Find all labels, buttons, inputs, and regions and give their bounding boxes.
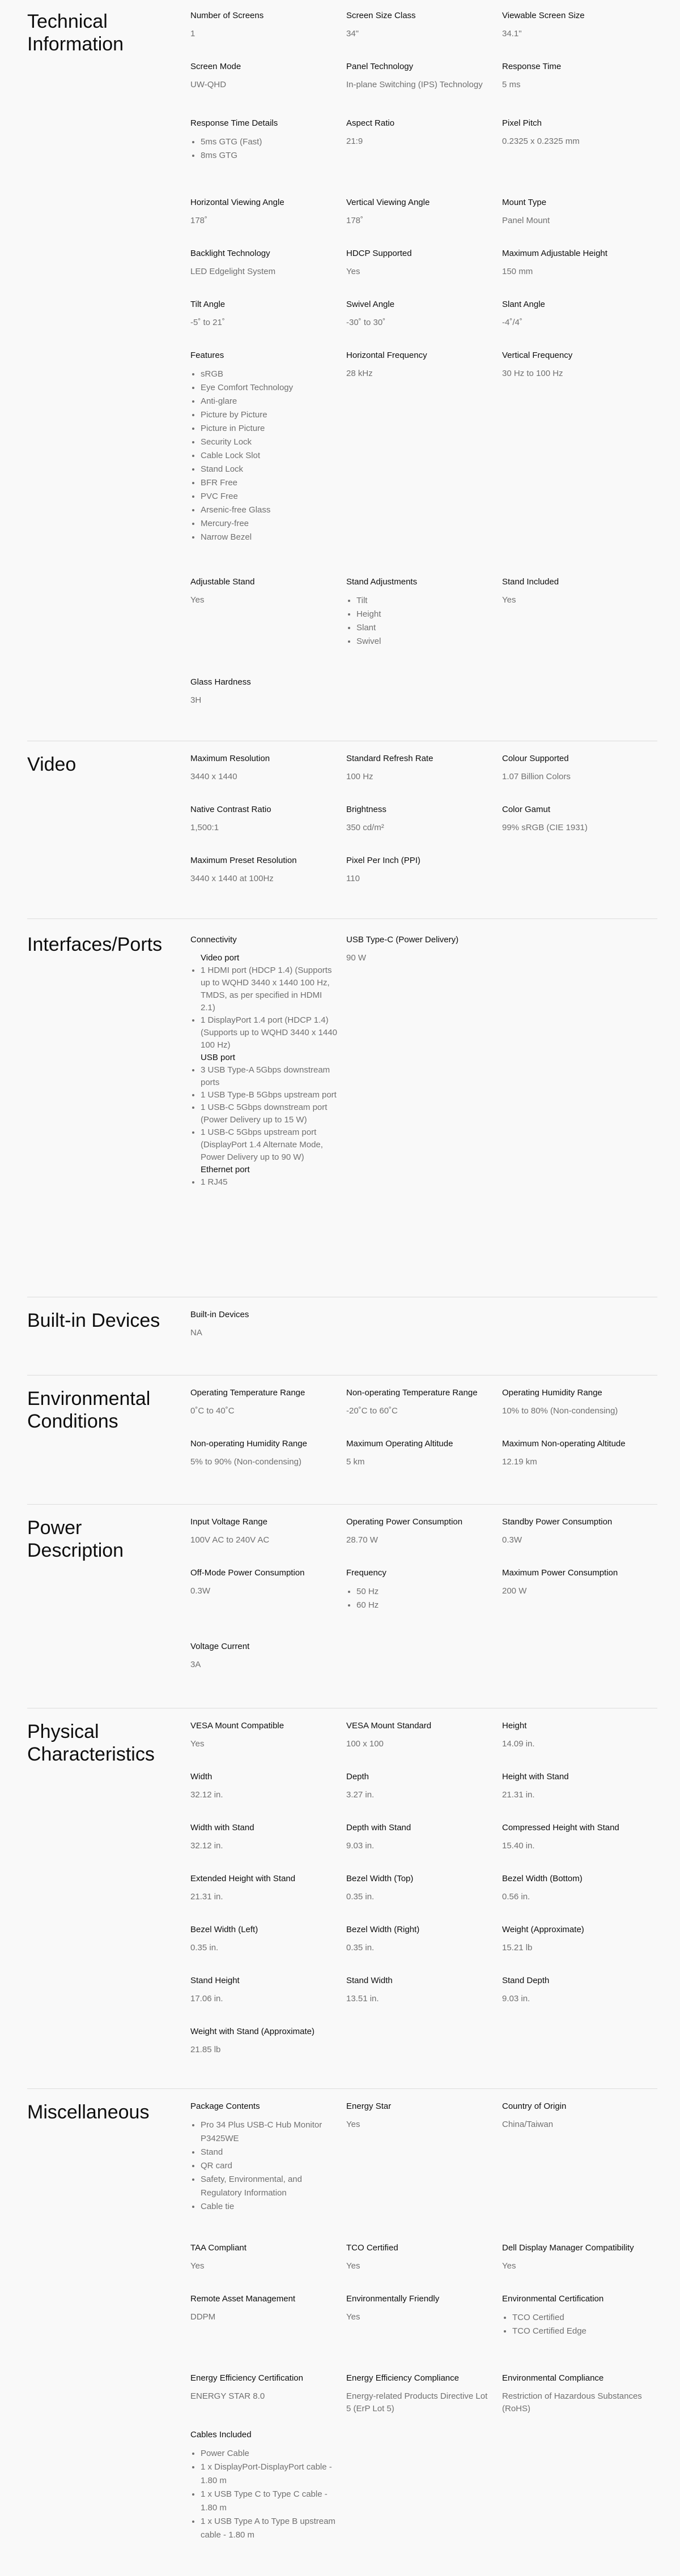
spec-stand-included [502, 576, 649, 606]
spec-label: Width [190, 1772, 212, 1782]
spec-value: 3H [190, 695, 202, 705]
spec-value: 14.09 in. [502, 1739, 535, 1749]
spec-bezel-width-right [346, 1924, 494, 1954]
spec-label: Viewable Screen Size [502, 11, 585, 20]
spec-value: -4˚/4˚ [502, 318, 522, 327]
spec-brightness [346, 804, 494, 834]
spec-label: Swivel Angle [346, 300, 395, 309]
spec-bezel-width-left [190, 1924, 338, 1954]
list-item: • Narrow Bezel [201, 531, 338, 544]
list-item: • Height [356, 608, 494, 621]
spec-value: In-plane Switching (IPS) Technology [346, 80, 483, 89]
spec-value: 34" [346, 29, 359, 39]
spec-value: 3A [190, 1660, 201, 1669]
section-title: Physical Characteristics [27, 1721, 155, 1765]
spec-label: Operating Power Consumption [346, 1517, 463, 1527]
spec-label: Stand Depth [502, 1976, 550, 1985]
spec-taa-compliant [190, 2242, 338, 2272]
spec-connectivity [190, 934, 338, 1189]
spec-mount-type [502, 197, 649, 227]
list-item: • 1 USB-C 5Gbps upstream port (DisplayPort 1.4 Alternate Mode, Power Delivery up to 90 W) [201, 1126, 338, 1164]
spec-stand-height [190, 1975, 338, 2005]
spec-stand-adjustments [346, 576, 494, 648]
list-item: • TCO Certified Edge [512, 2325, 649, 2338]
spec-value: 30 Hz to 100 Hz [502, 369, 563, 378]
spec-label: Screen Mode [190, 62, 241, 71]
spec-stand-width [346, 1975, 494, 2005]
spec-maximum-operating-altitude [346, 1438, 494, 1468]
spec-label: Bezel Width (Left) [190, 1925, 258, 1934]
spec-label: TAA Compliant [190, 2243, 246, 2253]
spec-value: Yes [190, 1739, 205, 1749]
spec-height-with-stand [502, 1771, 649, 1801]
spec-value: 3440 x 1440 [190, 772, 237, 781]
spec-label: Non-operating Temperature Range [346, 1388, 478, 1398]
spec-dell-display-manager-compatibility [502, 2242, 649, 2272]
list-item: • 1 x USB Type A to Type B upstream cable - 1.80 m [201, 2515, 338, 2542]
spec-bezel-width-bottom [502, 1873, 649, 1903]
spec-label: Extended Height with Stand [190, 1874, 296, 1883]
spec-label: Height with Stand [502, 1772, 569, 1782]
spec-value: 3.27 in. [346, 1790, 375, 1800]
section-title: Interfaces/Ports [27, 934, 163, 955]
spec-value: 12.19 km [502, 1457, 537, 1467]
spec-value: 0.56 in. [502, 1892, 530, 1902]
spec-label: Environmental Certification [502, 2294, 604, 2304]
spec-label: Maximum Preset Resolution [190, 856, 297, 865]
spec-vertical-frequency [502, 350, 649, 380]
spec-number-of-screens [190, 10, 338, 40]
spec-vertical-viewing-angle [346, 197, 494, 227]
spec-label: Response Time Details [190, 118, 278, 128]
spec-label: Energy Star [346, 2101, 392, 2111]
spec-value: Yes [190, 595, 205, 605]
spec-label: Height [502, 1721, 527, 1731]
list-item: • Eye Comfort Technology [201, 381, 338, 395]
video-port-list [190, 964, 338, 1052]
spec-value: 5% to 90% (Non-condensing) [190, 1457, 301, 1467]
spec-value: 90 W [346, 953, 367, 963]
spec-label: Bezel Width (Bottom) [502, 1874, 583, 1883]
list-item: • Picture by Picture [201, 408, 338, 422]
list-item: • PVC Free [201, 490, 338, 503]
spec-value: 350 cd/m² [346, 823, 384, 832]
section-title: Video [27, 754, 76, 775]
spec-native-contrast-ratio [190, 804, 338, 834]
spec-glass-hardness [190, 677, 338, 707]
spec-value-list [502, 2311, 649, 2338]
list-item: • BFR Free [201, 476, 338, 490]
list-item: • Mercury-free [201, 517, 338, 531]
spec-value: 15.21 lb [502, 1943, 533, 1953]
spec-value: 28.70 W [346, 1535, 378, 1545]
ethernet-port-heading: Ethernet port [201, 1165, 250, 1174]
spec-value: -5˚ to 21˚ [190, 318, 225, 327]
spec-value: 178˚ [346, 216, 364, 225]
spec-label: Environmentally Friendly [346, 2294, 440, 2304]
spec-maximum-power-consumption [502, 1567, 649, 1597]
spec-built-in-devices [190, 1309, 338, 1339]
spec-value-list [190, 2447, 338, 2542]
spec-label: Maximum Non-operating Altitude [502, 1439, 626, 1449]
spec-label: Maximum Adjustable Height [502, 249, 607, 258]
spec-label: Brightness [346, 805, 386, 814]
spec-operating-power-consumption [346, 1516, 494, 1547]
usb-port-heading: USB port [201, 1053, 235, 1062]
spec-value: 21.31 in. [502, 1790, 535, 1800]
spec-value: 5 km [346, 1457, 365, 1467]
spec-color-gamut [502, 804, 649, 834]
list-item: • TCO Certified [512, 2311, 649, 2325]
spec-value-list [346, 1585, 494, 1612]
spec-pixel-per-inch-ppi [346, 855, 494, 885]
list-item: • Arsenic-free Glass [201, 503, 338, 517]
spec-value: LED Edgelight System [190, 267, 276, 276]
list-item: • Slant [356, 621, 494, 635]
list-item: • 1 USB-C 5Gbps downstream port (Power Delivery up to 15 W) [201, 1101, 338, 1126]
spec-value: 13.51 in. [346, 1994, 379, 2003]
spec-label: Glass Hardness [190, 677, 251, 687]
spec-usb-type-c-power-delivery [346, 934, 494, 964]
spec-label: Color Gamut [502, 805, 551, 814]
list-item: • Picture in Picture [201, 422, 338, 435]
spec-label: Width with Stand [190, 1823, 254, 1832]
spec-value: Panel Mount [502, 216, 550, 225]
spec-label: Tilt Angle [190, 300, 226, 309]
spec-vesa-mount-standard [346, 1720, 494, 1750]
list-item: • 1 RJ45 [201, 1176, 338, 1189]
spec-width-with-stand [190, 1822, 338, 1852]
section-title: Technical Information [27, 11, 124, 55]
spec-label: Remote Asset Management [190, 2294, 296, 2304]
spec-value: Energy-related Products Directive Lot 5 (ErP Lot 5) [346, 2391, 488, 2413]
spec-label: Operating Temperature Range [190, 1388, 305, 1398]
list-item: • 3 USB Type-A 5Gbps downstream ports [201, 1064, 338, 1089]
spec-response-time-details [190, 118, 338, 163]
list-item: • 1 DisplayPort 1.4 port (HDCP 1.4) (Supports up to WQHD 3440 x 1440 100 Hz) [201, 1014, 338, 1052]
spec-value: ENERGY STAR 8.0 [190, 2391, 265, 2401]
spec-value-list [190, 2118, 338, 2214]
spec-value: 178˚ [190, 216, 208, 225]
spec-standard-refresh-rate [346, 753, 494, 783]
spec-value: Yes [190, 2261, 205, 2271]
spec-value: 21.85 lb [190, 2045, 221, 2054]
spec-label: Depth with Stand [346, 1823, 411, 1832]
list-item: • QR card [201, 2159, 338, 2173]
spec-label: Dell Display Manager Compatibility [502, 2243, 634, 2253]
spec-label: Non-operating Humidity Range [190, 1439, 307, 1449]
section-title: Power Description [27, 1517, 124, 1561]
spec-value: 21:9 [346, 136, 363, 146]
spec-value: 0.2325 x 0.2325 mm [502, 136, 580, 146]
spec-value: UW-QHD [190, 80, 227, 89]
spec-value: Yes [346, 2312, 360, 2322]
spec-label: Package Contents [190, 2101, 260, 2111]
spec-label: Maximum Operating Altitude [346, 1439, 453, 1449]
spec-label: Stand Height [190, 1976, 240, 1985]
spec-label: Stand Included [502, 577, 559, 587]
list-item: • 1 x USB Type C to Type C cable - 1.80 m [201, 2488, 338, 2515]
list-item: • Power Cable [201, 2447, 338, 2460]
spec-value: 99% sRGB (CIE 1931) [502, 823, 588, 832]
spec-label: Standby Power Consumption [502, 1517, 613, 1527]
spec-label: Weight with Stand (Approximate) [190, 2027, 314, 2036]
spec-label: Adjustable Stand [190, 577, 255, 587]
spec-maximum-preset-resolution [190, 855, 338, 885]
spec-depth [346, 1771, 494, 1801]
spec-environmental-certification [502, 2293, 649, 2338]
spec-label: Response Time [502, 62, 562, 71]
spec-value: 200 W [502, 1586, 527, 1596]
spec-label: Weight (Approximate) [502, 1925, 584, 1934]
list-item: • 50 Hz [356, 1585, 494, 1599]
spec-backlight-technology [190, 248, 338, 278]
spec-value: DDPM [190, 2312, 216, 2322]
list-item: • 5ms GTG (Fast) [201, 135, 338, 149]
spec-value-list [346, 594, 494, 648]
spec-label: Screen Size Class [346, 11, 416, 20]
spec-operating-humidity-range [502, 1387, 649, 1417]
spec-label: Stand Adjustments [346, 577, 418, 587]
spec-label: VESA Mount Compatible [190, 1721, 284, 1731]
spec-pixel-pitch [502, 118, 649, 148]
spec-value: 10% to 80% (Non-condensing) [502, 1406, 618, 1416]
spec-value: Yes [502, 2261, 516, 2271]
spec-value: NA [190, 1328, 202, 1338]
list-item: • Stand [201, 2146, 338, 2159]
spec-value: 0.3W [190, 1586, 211, 1596]
spec-value: 5 ms [502, 80, 521, 89]
spec-screen-mode [190, 61, 338, 91]
spec-label: Features [190, 351, 224, 360]
spec-horizontal-viewing-angle [190, 197, 338, 227]
spec-environmentally-friendly [346, 2293, 494, 2323]
spec-label: Stand Width [346, 1976, 393, 1985]
spec-label: Number of Screens [190, 11, 264, 20]
spec-value: Yes [346, 2120, 360, 2129]
spec-value: 32.12 in. [190, 1790, 223, 1800]
spec-operating-temperature-range [190, 1387, 338, 1417]
spec-cables-included [190, 2429, 338, 2542]
list-item: • Tilt [356, 594, 494, 608]
list-item: • Cable Lock Slot [201, 449, 338, 463]
spec-off-mode-power-consumption [190, 1567, 338, 1597]
spec-colour-supported [502, 753, 649, 783]
spec-value: 0˚C to 40˚C [190, 1406, 235, 1416]
spec-label: Aspect Ratio [346, 118, 395, 128]
spec-compressed-height-with-stand [502, 1822, 649, 1852]
spec-value: 1 [190, 29, 196, 39]
spec-value: 100 x 100 [346, 1739, 384, 1749]
spec-value: Yes [346, 2261, 360, 2271]
spec-value: 15.40 in. [502, 1841, 535, 1851]
list-item: • Pro 34 Plus USB-C Hub Monitor P3425WE [201, 2118, 338, 2146]
spec-value: China/Taiwan [502, 2120, 554, 2129]
spec-weight-approximate [502, 1924, 649, 1954]
spec-label: Native Contrast Ratio [190, 805, 271, 814]
spec-value: 100V AC to 240V AC [190, 1535, 270, 1545]
list-item: • 1 x DisplayPort-DisplayPort cable - 1.80 m [201, 2460, 338, 2488]
spec-label: Bezel Width (Top) [346, 1874, 414, 1883]
spec-label: Input Voltage Range [190, 1517, 267, 1527]
list-item: • Anti-glare [201, 395, 338, 408]
spec-label: Depth [346, 1772, 369, 1782]
spec-label: Environmental Compliance [502, 2373, 604, 2383]
spec-label: Bezel Width (Right) [346, 1925, 420, 1934]
spec-value: 9.03 in. [346, 1841, 375, 1851]
spec-value: 150 mm [502, 267, 533, 276]
spec-label: USB Type-C (Power Delivery) [346, 935, 459, 945]
spec-package-contents [190, 2101, 338, 2214]
spec-value: 100 Hz [346, 772, 373, 781]
section-divider [27, 2088, 657, 2089]
spec-maximum-adjustable-height [502, 248, 649, 278]
video-port-heading: Video port [201, 953, 240, 963]
section-divider [27, 1504, 657, 1505]
spec-value: 0.35 in. [346, 1892, 375, 1902]
list-item: • Stand Lock [201, 463, 338, 476]
spec-height [502, 1720, 649, 1750]
spec-width [190, 1771, 338, 1801]
spec-label: Maximum Power Consumption [502, 1568, 618, 1578]
spec-label: Slant Angle [502, 300, 545, 309]
spec-value: 28 kHz [346, 369, 373, 378]
spec-label: Horizontal Viewing Angle [190, 198, 284, 207]
spec-screen-size-class [346, 10, 494, 40]
spec-horizontal-frequency [346, 350, 494, 380]
section-title: Miscellaneous [27, 2101, 150, 2123]
spec-input-voltage-range [190, 1516, 338, 1547]
spec-tilt-angle [190, 299, 338, 329]
spec-label: TCO Certified [346, 2243, 398, 2253]
spec-label: Compressed Height with Stand [502, 1823, 619, 1832]
spec-frequency [346, 1567, 494, 1612]
list-item: • Swivel [356, 635, 494, 648]
spec-label: Voltage Current [190, 1642, 250, 1651]
spec-value: -20˚C to 60˚C [346, 1406, 398, 1416]
list-item: • Cable tie [201, 2200, 338, 2214]
spec-value: 0.3W [502, 1535, 522, 1545]
spec-vesa-mount-compatible [190, 1720, 338, 1750]
spec-label: VESA Mount Standard [346, 1721, 432, 1731]
spec-value: 3440 x 1440 at 100Hz [190, 874, 274, 883]
spec-label: Energy Efficiency Certification [190, 2373, 303, 2383]
list-item: • 1 USB Type-B 5Gbps upstream port [201, 1089, 338, 1101]
spec-label: Country of Origin [502, 2101, 567, 2111]
spec-label: Vertical Viewing Angle [346, 198, 430, 207]
spec-value: 1.07 Billion Colors [502, 772, 571, 781]
spec-panel-technology [346, 61, 494, 91]
section-title: Built-in Devices [27, 1310, 160, 1331]
spec-value: 34.1" [502, 29, 522, 39]
spec-label: Connectivity [190, 935, 237, 945]
spec-bezel-width-top [346, 1873, 494, 1903]
spec-standby-power-consumption [502, 1516, 649, 1547]
spec-label: HDCP Supported [346, 249, 412, 258]
spec-value: Restriction of Hazardous Substances (RoHS) [502, 2391, 642, 2413]
spec-value: 17.06 in. [190, 1994, 223, 2003]
spec-value-list [190, 368, 338, 544]
spec-energy-efficiency-certification [190, 2373, 338, 2403]
spec-non-operating-temperature-range [346, 1387, 494, 1417]
spec-value: -30˚ to 30˚ [346, 318, 386, 327]
spec-label: Pixel Per Inch (PPI) [346, 856, 420, 865]
spec-maximum-resolution [190, 753, 338, 783]
list-item: • sRGB [201, 368, 338, 381]
spec-label: Maximum Resolution [190, 754, 270, 763]
spec-label: Operating Humidity Range [502, 1388, 602, 1398]
spec-weight-with-stand-approximate [190, 2026, 338, 2056]
spec-label: Frequency [346, 1568, 386, 1578]
spec-value: Yes [346, 267, 360, 276]
spec-energy-efficiency-compliance [346, 2373, 494, 2415]
spec-slant-angle [502, 299, 649, 329]
spec-label: Vertical Frequency [502, 351, 573, 360]
spec-label: Backlight Technology [190, 249, 270, 258]
spec-value: 1,500:1 [190, 823, 219, 832]
spec-value: 0.35 in. [190, 1943, 219, 1953]
list-item: • 1 HDMI port (HDCP 1.4) (Supports up to WQHD 3440 x 1440 100 Hz, TMDS, as per specified in HDMI 2.1) [201, 964, 338, 1014]
spec-label: Standard Refresh Rate [346, 754, 434, 763]
spec-label: Mount Type [502, 198, 547, 207]
spec-environmental-compliance [502, 2373, 649, 2415]
spec-response-time [502, 61, 649, 91]
spec-value: 110 [346, 874, 360, 883]
spec-label: Energy Efficiency Compliance [346, 2373, 459, 2383]
spec-value: Yes [502, 595, 516, 605]
list-item: • 60 Hz [356, 1599, 494, 1612]
spec-adjustable-stand [190, 576, 338, 606]
usb-port-list [190, 1064, 338, 1164]
ethernet-port-list [190, 1176, 338, 1189]
spec-non-operating-humidity-range [190, 1438, 338, 1468]
spec-maximum-non-operating-altitude [502, 1438, 649, 1468]
spec-viewable-screen-size [502, 10, 649, 40]
spec-label: Built-in Devices [190, 1310, 249, 1319]
spec-value: 21.31 in. [190, 1892, 223, 1902]
spec-label: Panel Technology [346, 62, 414, 71]
spec-value-list [190, 135, 338, 163]
spec-country-of-origin [502, 2101, 649, 2131]
spec-value: 32.12 in. [190, 1841, 223, 1851]
spec-value: 9.03 in. [502, 1994, 530, 2003]
section-title: Environmental Conditions [27, 1388, 151, 1432]
spec-swivel-angle [346, 299, 494, 329]
spec-label: Cables Included [190, 2430, 252, 2440]
spec-label: Horizontal Frequency [346, 351, 427, 360]
spec-stand-depth [502, 1975, 649, 2005]
spec-value: 0.35 in. [346, 1943, 375, 1953]
spec-depth-with-stand [346, 1822, 494, 1852]
spec-features [190, 350, 338, 544]
spec-label: Off-Mode Power Consumption [190, 1568, 305, 1578]
list-item: • Security Lock [201, 435, 338, 449]
spec-energy-star [346, 2101, 494, 2131]
spec-label: Colour Supported [502, 754, 569, 763]
spec-hdcp-supported [346, 248, 494, 278]
spec-label: Pixel Pitch [502, 118, 542, 128]
spec-remote-asset-management [190, 2293, 338, 2323]
spec-extended-height-with-stand [190, 1873, 338, 1903]
spec-aspect-ratio [346, 118, 494, 148]
list-item: • Safety, Environmental, and Regulatory Information [201, 2173, 338, 2200]
spec-voltage-current [190, 1641, 338, 1671]
spec-tco-certified [346, 2242, 494, 2272]
list-item: • 8ms GTG [201, 149, 338, 163]
